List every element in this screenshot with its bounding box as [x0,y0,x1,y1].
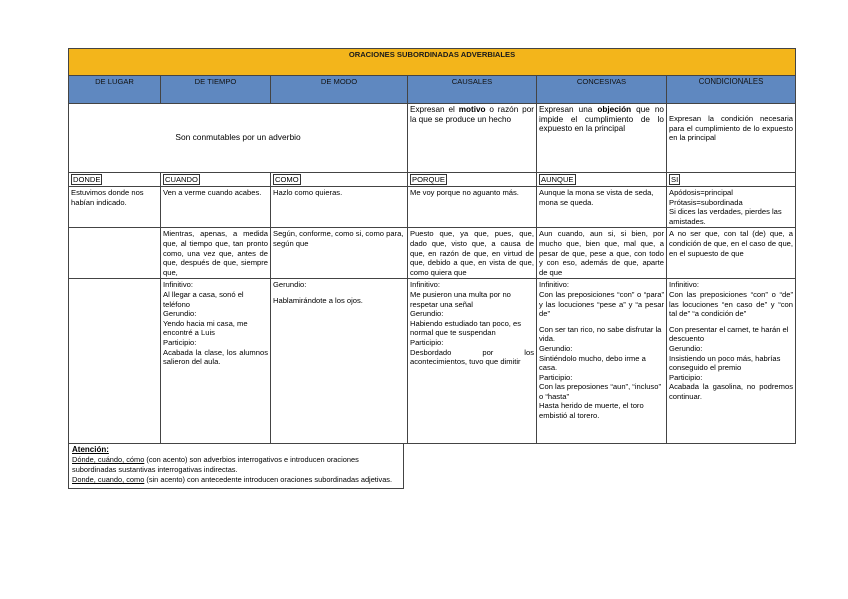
note-heading: Atención: [72,445,109,455]
participio-label: Participio: [539,372,573,382]
forms-tiempo [161,279,271,444]
conjunction-cell [271,173,408,187]
conjunction-cell [408,173,537,187]
gerundio-label: Gerundio: [539,343,573,353]
example-causales: Me voy porque no aguanto más. [408,187,537,228]
document-page [68,48,795,489]
header-concesivas: CONCESIVAS [537,76,667,104]
gerundio-label: Gerundio: [163,309,197,319]
participio-example: Desbordado por los acontecimientos, tuvo que dimitir [410,347,534,367]
infinitivo-rule: Con las preposiciones “con” o “de” las locuciones “en caso de” y “con tal de” “a condición de” [669,289,793,319]
note-relatives: Donde, cuando, como (sin acento) con antecedente introducen oraciones subordinadas adjetivas. [72,474,393,484]
gerundio-example: Habiendo estudiado tan poco, es normal que te suspendan [410,318,522,338]
header-row [69,76,796,104]
gerundio-example: Yendo hacia mi casa, me encontré a Luis [163,318,248,338]
gerundio-example: Insistiendo un poco más, habrías conseguido el premio [669,353,781,373]
header-de-tiempo: DE TIEMPO [161,76,271,104]
forms-causales [408,279,537,444]
participio-example: Hasta herido de muerte, el toro embistió al torero. [539,401,644,421]
conjunction-cell [667,173,796,187]
example-tiempo: Ven a verme cuando acabes. [161,187,271,228]
header-de-lugar: DE LUGAR [69,76,161,104]
example-modo: Hazlo como quieras. [271,187,408,228]
connectors-modo: Según, conforme, como si, como para, según que [271,228,408,279]
participio-label: Participio: [163,337,197,347]
conjunction-donde: DONDE [73,175,101,184]
infinitivo-label: Infinitivo: [163,280,193,290]
infinitivo-label: Infinitivo: [410,280,440,290]
description-condicionales: Expresan la condición necesaria para el cumplimiento de lo expuesto en la principal [667,104,796,173]
infinitivo-example: Me pusieron una multa por no respetar una señal [410,289,511,309]
infinitivo-label: Infinitivo: [539,280,569,290]
conjunction-si: SI [671,175,679,184]
description-conmutables: Son conmutables por un adverbio [69,104,408,173]
gerundio-label: Gerundio: [669,343,703,353]
infinitivo-example: Con ser tan rico, no sabe disfrutar la vida. [539,324,662,344]
participio-label: Participio: [410,337,444,347]
conjunction-cell [69,173,161,187]
infinitivo-label: Infinitivo: [669,280,699,290]
connectors-concesivas: Aun cuando, aun si, si bien, por mucho que, bien que, mal que, a pesar de que, pese a que, con todo y con eso, además de que, aparte de que [537,228,667,279]
conjunction-row [69,173,796,187]
gerundio-example: Hablamirándote a los ojos. [273,295,363,305]
header-condicionales: CONDICIONALES [667,76,796,104]
connectors-causales: Puesto que, ya que, pues, que, dado que, visto que, a causa de que, en razón de que, en virtud de que, debido a que, en vista de que, como quiera que [408,228,537,279]
forms-modo [271,279,408,444]
example-lugar: Estuvimos donde nos habían indicado. [69,187,161,228]
connectors-tiempo: Mientras, apenas, a medida que, al tiempo que, tan pronto como, una vez que, antes de que, después de que, siempre que, [161,228,271,279]
nonpersonal-forms-row [69,279,796,444]
connector-row [69,228,796,279]
apodosis-line: Apódosis=principal [669,188,733,197]
infinitivo-example: Con presentar el carnet, te harán el descuento [669,324,789,344]
infinitivo-example: Al llegar a casa, sonó el teléfono [163,289,244,309]
adverbial-clauses-table [68,48,796,444]
conjunction-como: COMO [275,175,299,184]
conjunction-cell [161,173,271,187]
note-interrogatives: Dónde, cuándo, cómo (con acento) son adverbios interrogativos e introducen oraciones subordinadas sustantivas interrogativas indirectas. [72,455,359,474]
forms-lugar [69,279,161,444]
attention-note [68,444,404,488]
table-title: ORACIONES SUBORDINADAS ADVERBIALES [69,49,796,76]
gerundio-example: Sintiéndolo mucho, debo irme a casa. [539,353,646,373]
description-causales: Expresan el motivo o razón por la que se produce un hecho [408,104,537,173]
participio-rule: Con las preposiones “aun”, “incluso” o “hasta” [539,382,661,401]
connectors-condicionales: A no ser que, con tal (de) que, a condición de que, en el caso de que, en el supuesto de que [667,228,796,279]
connectors-lugar [69,228,161,279]
participio-label: Participio: [669,372,703,382]
condicional-example: Si dices las verdades, pierdes las amistades. [669,207,782,226]
forms-condicionales [667,279,796,444]
gerundio-label: Gerundio: [410,309,444,319]
participio-example: Acabada la gasolina, no podremos continuar. [669,382,793,401]
conjunction-aunque: AUNQUE [541,175,574,184]
description-concesivas: Expresan una objeción que no impide el cumplimiento de lo expuesto en la principal [537,104,667,173]
conjunction-cell [537,173,667,187]
example-concesivas: Aunque la mona se vista de seda, mona se queda. [537,187,667,228]
example-condicionales [667,187,796,228]
description-row [69,104,796,173]
table-title-row [69,49,796,76]
infinitivo-rule: Con las preposiciones “con” o “para” y las locuciones “pese a” y “a pesar de” [539,289,664,319]
gerundio-label: Gerundio: [273,280,307,290]
header-causales: CAUSALES [408,76,537,104]
example-row [69,187,796,228]
conjunction-cuando: CUANDO [165,175,198,184]
participio-example: Acabada la clase, los alumnos salieron del aula. [163,347,268,367]
header-de-modo: DE MODO [271,76,408,104]
forms-concesivas [537,279,667,444]
protasis-line: Prótasis=subordinada [669,197,743,207]
conjunction-porque: PORQUE [412,175,445,184]
